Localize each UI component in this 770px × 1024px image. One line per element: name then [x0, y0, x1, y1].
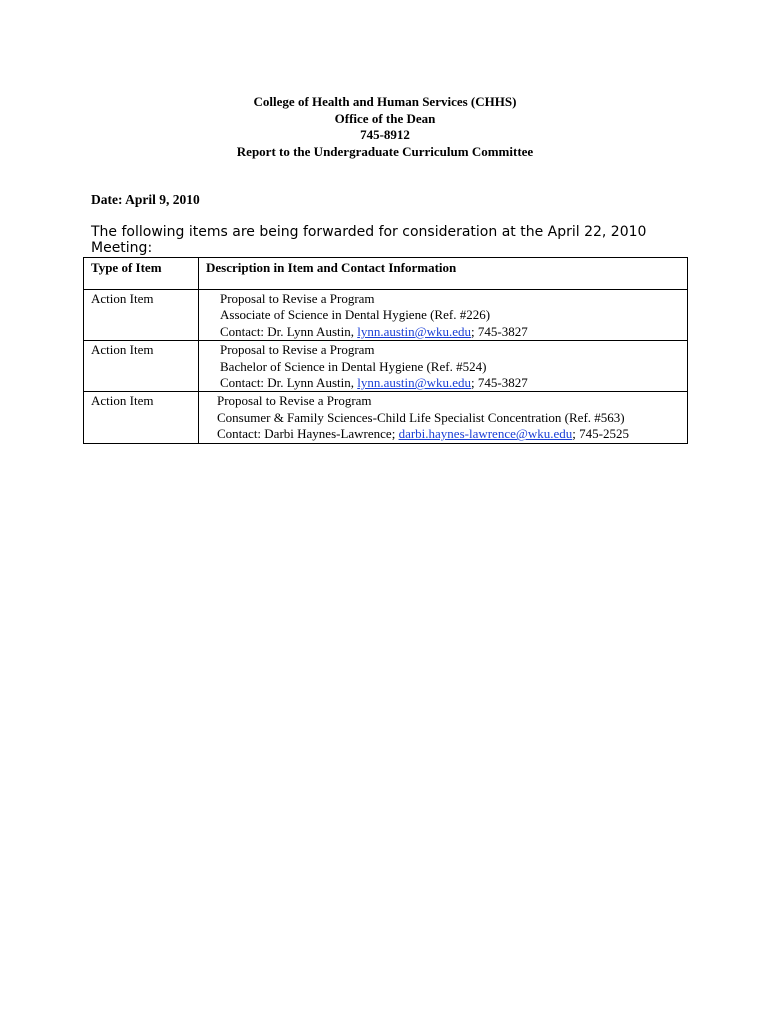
header-type-of-item — [84, 258, 199, 290]
contact-name: Contact: Dr. Lynn Austin, — [220, 375, 358, 391]
report-title: Report to the Undergraduate Curriculum Committee — [236, 143, 534, 159]
contact-line — [220, 375, 687, 391]
item-type-cell — [84, 341, 199, 392]
item-type: Action Item — [91, 342, 154, 358]
header-description-label: Description in Item and Contact Information — [206, 260, 457, 275]
contact-phone: ; 745-3827 — [471, 375, 528, 391]
contact-name: Contact: Darbi Haynes-Lawrence; — [217, 426, 399, 442]
item-type: Action Item — [91, 393, 154, 409]
proposal-text: Proposal to Revise a Program — [217, 393, 372, 409]
item-description-cell — [199, 290, 688, 341]
office-phone: 745-8912 — [360, 127, 410, 143]
intro-text: The following items are being forwarded for consideration at the April 22, 2010 Meeting: — [91, 224, 647, 256]
item-type-cell — [84, 290, 199, 341]
document-header — [0, 94, 770, 160]
contact-phone: ; 745-3827 — [471, 323, 528, 339]
report-date: Date: April 9, 2010 — [91, 192, 200, 207]
contact-line — [220, 324, 687, 340]
item-type-cell — [84, 392, 199, 443]
header-type-label: Type of Item — [91, 260, 162, 275]
contact-email-link[interactable]: darbi.haynes-lawrence@wku.edu — [398, 426, 573, 442]
contact-email-link[interactable]: lynn.austin@wku.edu — [357, 375, 472, 391]
college-name: College of Health and Human Services (CHHS) — [253, 94, 517, 109]
office-name: Office of the Dean — [334, 110, 436, 126]
item-type: Action Item — [91, 291, 154, 306]
program-name: Associate of Science in Dental Hygiene (Ref. #226) — [220, 307, 491, 323]
program-name: Bachelor of Science in Dental Hygiene (Ref. #524) — [220, 358, 487, 374]
program-name: Consumer & Family Sciences-Child Life Specialist Concentration (Ref. #563) — [217, 409, 625, 425]
item-description-cell — [199, 392, 688, 443]
contact-line — [217, 426, 687, 442]
contact-name: Contact: Dr. Lynn Austin, — [220, 323, 358, 339]
item-description-cell — [199, 341, 688, 392]
proposal-text: Proposal to Revise a Program — [220, 342, 375, 358]
contact-phone: ; 745-2525 — [572, 426, 629, 442]
header-description — [199, 258, 688, 290]
table-row — [84, 392, 688, 443]
proposal-text: Proposal to Revise a Program — [220, 291, 375, 306]
items-table — [83, 257, 688, 444]
table-row — [84, 341, 688, 392]
table-header-row — [84, 258, 688, 290]
contact-email-link[interactable]: lynn.austin@wku.edu — [357, 323, 472, 339]
table-row — [84, 290, 688, 341]
